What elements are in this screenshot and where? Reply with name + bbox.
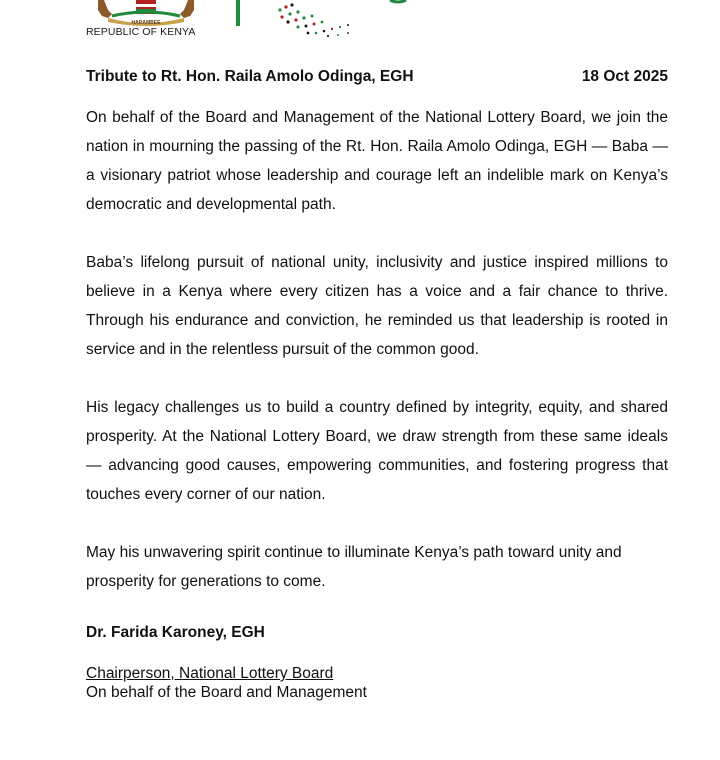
document-title: Tribute to Rt. Hon. Raila Amolo Odinga, EGH [86,68,414,85]
body-paragraph: His legacy challenges us to build a country defined by integrity, equity, and shared prosperity. At the National Lottery Board, we draw strength from these same ideals — advancing good causes, empowering communities, and fostering progress that touches every corner of our nation. [86,399,668,503]
body-paragraph: May his unwavering spirit continue to illuminate Kenya’s path toward unity and prosperity for generations to come. [86,544,622,590]
signatory-name: Dr. Farida Karoney, EGH [86,624,265,641]
coat-of-arms-icon [92,0,200,26]
document-header [86,68,668,88]
signatory-note: On behalf of the Board and Management [86,684,367,701]
signatory-title: Chairperson, National Lottery Board [86,665,334,682]
national-lottery-board-logo-icon [268,0,418,40]
document-date: 18 Oct 2025 [581,68,668,85]
body-paragraph: On behalf of the Board and Management of the National Lottery Board, we join the nation in mourning the passing of the Rt. Hon. Raila Amolo Odinga, EGH — Baba — a visionary patriot whose leadership and courage left an indelible mark on Kenya’s democratic and developmental path. [86,109,668,213]
svg-text:HARAMBEE: HARAMBEE [131,20,161,26]
letter-body [86,103,668,625]
signatory-role [86,664,367,702]
republic-of-kenya-label: REPUBLIC OF KENYA [86,26,196,38]
letterhead [0,0,720,44]
letterhead-divider [236,0,240,26]
body-paragraph: Baba’s lifelong pursuit of national unity, inclusivity and justice inspired millions to believe in a Kenya where every citizen has a voice and a fair chance to thrive. Through his endurance and conviction, he reminded us that leadership is rooted in service and in the relentless pursuit of the common good. [86,254,668,358]
